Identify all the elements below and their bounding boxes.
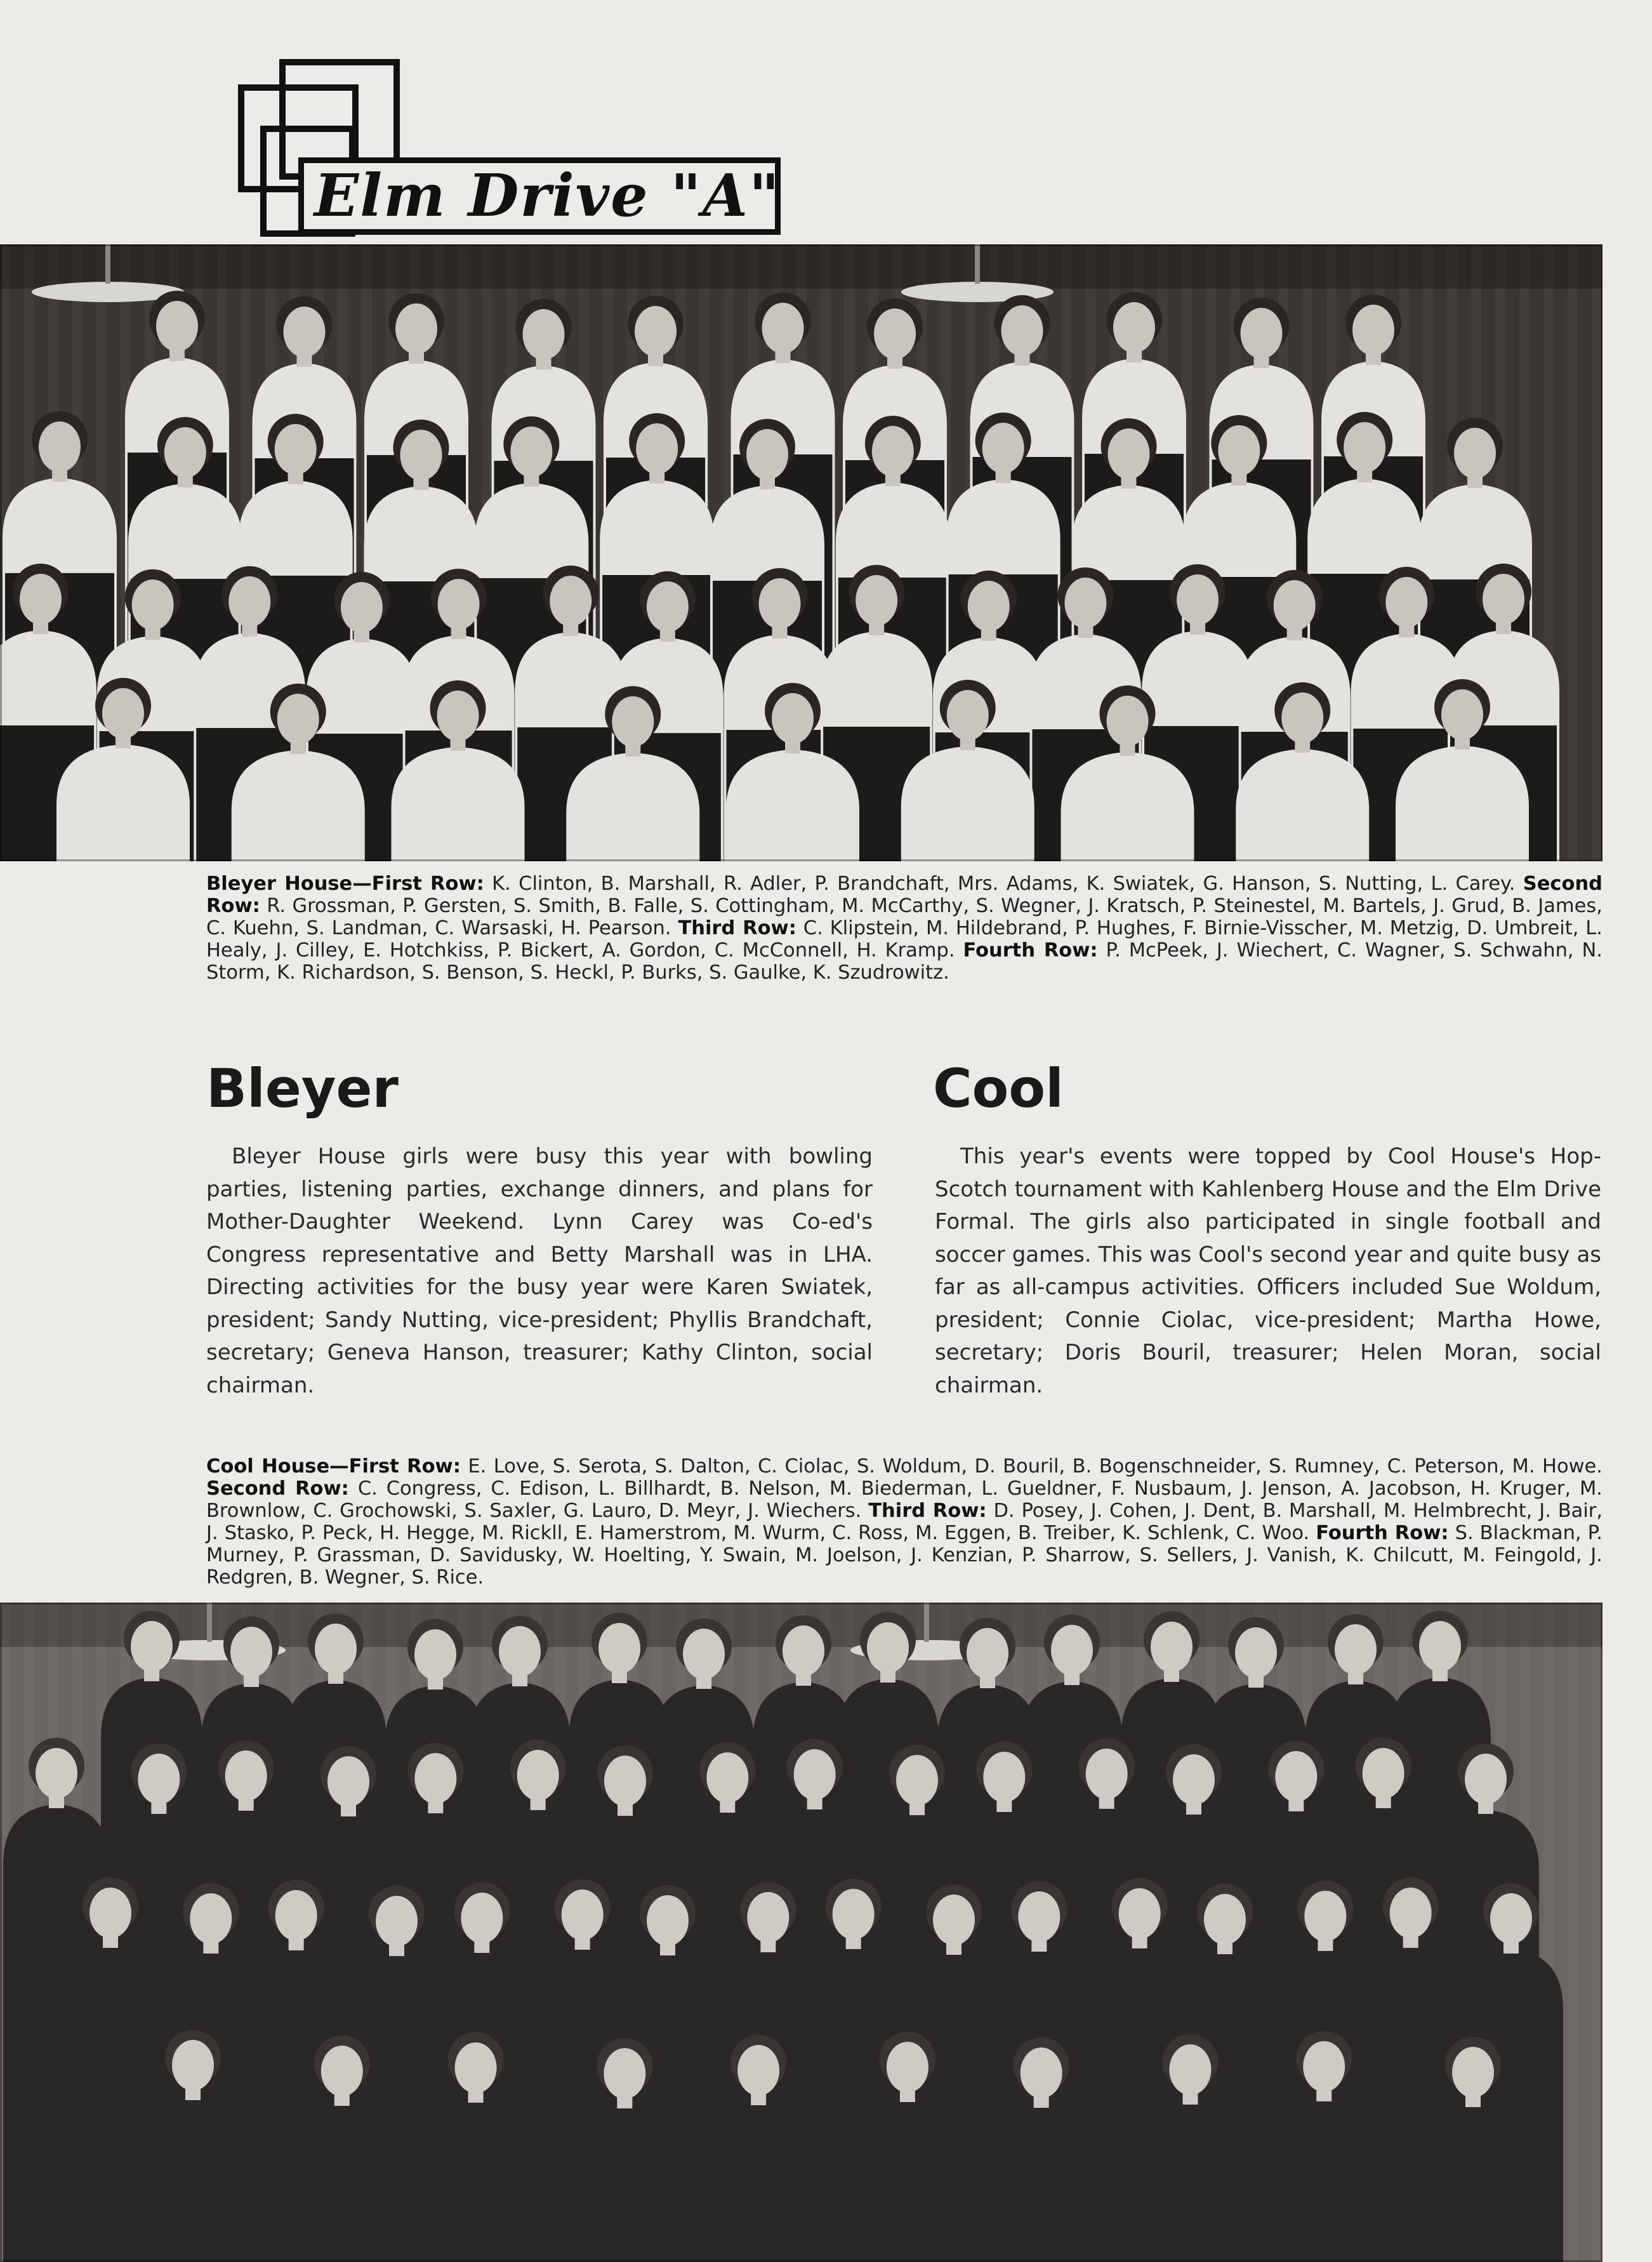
caption-fourth-label: Fourth Row: — [1316, 1522, 1449, 1544]
caption-fourth-row: S. Blackman, P. Murney, P. Grassman, D. Savidusky, W. Hoelting, Y. Swain, M. Joelson, J. Kenzian, P. Sharrow, S. Sellers, J. Vanish, K. Chilcutt, M. Feingold, J. Redgren, B. Wegner, S. Rice. — [206, 1522, 1602, 1589]
cool-heading: Cool — [933, 1057, 1064, 1120]
caption-house: Cool House — [206, 1455, 330, 1478]
caption-third-row: C. Klipstein, M. Hildebrand, P. Hughes, F. Birnie-Visscher, M. Metzig, D. Umbreit, L. Healy, J. Cilley, E. Hotchkiss, P. Bickert, A. Gordon, C. McConnell, H. Kramp. — [206, 917, 1602, 962]
bleyer-paragraph: Bleyer House girls were busy this year with bowling parties, listening parties, exchange dinners, and plans for Mother-Daughter Weekend. Lynn Carey was Co-ed's Congress representative and Betty Marshall was in LHA. Directing activities for the busy year were Karen Swiatek, president; Sandy Nutting, vice-president; Phyllis Brandchaft, secretary; Geneva Hanson, treasurer; Kathy Clinton, social chairman. — [206, 1144, 873, 1398]
caption-second-label: Second Row: — [206, 873, 1602, 917]
bleyer-heading: Bleyer — [206, 1057, 399, 1120]
caption-second-label: Second Row: — [206, 1478, 349, 1500]
caption-first-row: K. Clinton, B. Marshall, R. Adler, P. Brandchaft, Mrs. Adams, K. Swiatek, G. Hanson, S. Nutting, L. Carey. — [492, 873, 1516, 895]
cool-photo-caption: Cool House—First Row: E. Love, S. Serota, S. Dalton, C. Ciolac, S. Woldum, D. Bouril, B. Bogenschneider, S. Rumney, C. Peterson, M. Howe. Second Row: C. Congress, C. Edison, L. Billhardt, B. Nelson, M. Biederman, L. Gueldner, F. Nusbaum, J. Jenson, A. Jacobson, H. Kruger, M. Brownlow, C. Grochowski, S. Saxler, G. Lauro, D. Meyr, J. Wiechers. Third Row: D. Posey, J. Cohen, J. Dent, B. Marshall, M. Helmbrecht, J. Bair, J. Stasko, P. Peck, H. Hegge, M. Rickll, E. Hamerstrom, M. Wurm, C. Ross, M. Eggen, B. Treiber, K. Schlenk, C. Woo. Fourth Row: S. Blackman, P. Murney, P. Grassman, D. Savidusky, W. Hoelting, Y. Swain, M. Joelson, J. Kenzian, P. Sharrow, S. Sellers, J. Vanish, K. Chilcutt, M. Feingold, J. Redgren, B. Wegner, S. Rice. — [206, 1455, 1603, 1589]
caption-first-label: First Row: — [348, 1455, 461, 1478]
bleyer-photo-caption: Bleyer House—First Row: K. Clinton, B. Marshall, R. Adler, P. Brandchaft, Mrs. Adams, K. Swiatek, G. Hanson, S. Nutting, L. Carey. Second Row: R. Grossman, P. Gersten, S. Smith, B. Falle, S. Cottingham, M. McCarthy, S. Wegner, J. Kratsch, P. Steinestel, M. Bartels, J. Grud, B. James, C. Kuehn, S. Landman, C. Warsaski, H. Pearson. Third Row: C. Klipstein, M. Hildebrand, P. Hughes, F. Birnie-Visscher, M. Metzig, D. Umbreit, L. Healy, J. Cilley, E. Hotchkiss, P. Bickert, A. Gordon, C. McConnell, H. Kramp. Fourth Row: P. McPeek, J. Wiechert, C. Wagner, S. Schwahn, N. Storm, K. Richardson, S. Benson, S. Heckl, P. Burks, S. Gaulke, K. Szudrowitz. — [206, 873, 1602, 984]
caption-first-label: First Row: — [371, 873, 484, 895]
caption-house: Bleyer House — [206, 873, 353, 895]
caption-third-label: Third Row: — [678, 917, 796, 939]
caption-third-label: Third Row: — [868, 1500, 987, 1522]
bleyer-photo-graphic — [0, 244, 1602, 861]
cool-photo-graphic — [0, 1603, 1602, 2262]
page-title: Elm Drive "A" — [314, 161, 781, 230]
bleyer-group-photo — [0, 244, 1602, 861]
cool-group-photo — [0, 1603, 1602, 2262]
caption-third-row: D. Posey, J. Cohen, J. Dent, B. Marshall, M. Helmbrecht, J. Bair, J. Stasko, P. Peck, H. Hegge, M. Rickll, E. Hamerstrom, M. Wurm, C. Ross, M. Eggen, B. Treiber, K. Schlenk, C. Woo. — [206, 1500, 1603, 1544]
caption-first-row: E. Love, S. Serota, S. Dalton, C. Ciolac, S. Woldum, D. Bouril, B. Bogenschneider, S. Rumney, C. Peterson, M. Howe. — [468, 1455, 1603, 1478]
caption-second-row: R. Grossman, P. Gersten, S. Smith, B. Falle, S. Cottingham, M. McCarthy, S. Wegner, J. Kratsch, P. Steinestel, M. Bartels, J. Grud, B. James, C. Kuehn, S. Landman, C. Warsaski, H. Pearson. — [206, 895, 1602, 939]
caption-fourth-row: P. McPeek, J. Wiechert, C. Wagner, S. Schwahn, N. Storm, K. Richardson, S. Benson, S. Heckl, P. Burks, S. Gaulke, K. Szudrowitz. — [206, 939, 1602, 984]
caption-second-row: C. Congress, C. Edison, L. Billhardt, B. Nelson, M. Biederman, L. Gueldner, F. Nusbaum, J. Jenson, A. Jacobson, H. Kruger, M. Brownlow, C. Grochowski, S. Saxler, G. Lauro, D. Meyr, J. Wiechers. — [206, 1478, 1602, 1522]
section-logo — [228, 56, 787, 240]
caption-fourth-label: Fourth Row: — [963, 939, 1098, 962]
cool-paragraph: This year's events were topped by Cool House's Hop-Scotch tournament with Kahlenberg House and the Elm Drive Formal. The girls also participated in single football and soccer games. This was Cool's second year and quite busy as far as all-campus activities. Officers included Sue Woldum, president; Connie Ciolac, vice-president; Martha Howe, secretary; Doris Bouril, treasurer; Helen Moran, social chairman. — [935, 1144, 1601, 1398]
